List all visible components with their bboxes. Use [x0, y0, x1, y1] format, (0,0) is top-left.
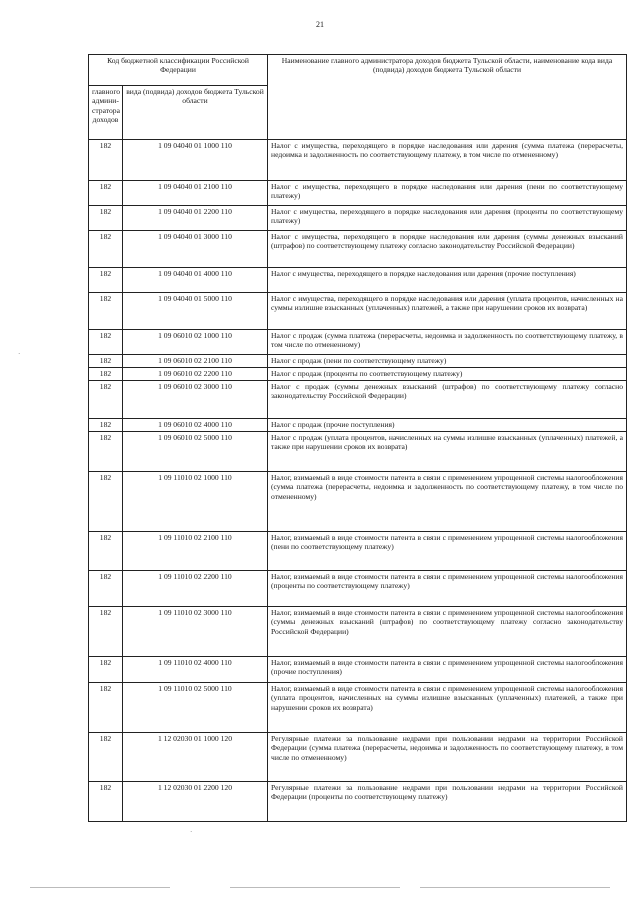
header-kind: вида (подвида) доходов бюджета Тульской области [123, 86, 268, 140]
income-code: 1 09 06010 02 1000 110 [123, 330, 268, 355]
admin-code: 182 [89, 231, 123, 268]
admin-code: 182 [89, 381, 123, 419]
income-code: 1 09 11010 02 3000 110 [123, 607, 268, 657]
table-row [89, 657, 627, 683]
income-name: Налог с продаж (уплата процентов, начисленных на суммы излишне взысканных (уплаченных) платежей, а также при нарушении сроков их возврата) [268, 432, 627, 472]
income-code: 1 09 06010 02 3000 110 [123, 381, 268, 419]
income-code: 1 09 04040 01 4000 110 [123, 268, 268, 293]
admin-code: 182 [89, 368, 123, 381]
admin-code: 182 [89, 733, 123, 782]
admin-code: 182 [89, 355, 123, 368]
scan-artifact-line [30, 887, 170, 888]
income-name: Налог с продаж (проценты по соответствующему платежу) [268, 368, 627, 381]
income-name: Налог с продаж (пени по соответствующему платежу) [268, 355, 627, 368]
table-row [89, 206, 627, 231]
table-row [89, 782, 627, 822]
page-number: 21 [316, 20, 324, 29]
table-row [89, 368, 627, 381]
admin-code: 182 [89, 683, 123, 733]
income-code: 1 09 04040 01 2200 110 [123, 206, 268, 231]
table-row [89, 419, 627, 432]
income-name: Налог с имущества, переходящего в порядке наследования или дарения (суммы денежных взысканий (штрафов) по соответствующему платежу согласно законодательству Российской Федерации) [268, 231, 627, 268]
table-row [89, 231, 627, 268]
income-code: 1 09 06010 02 5000 110 [123, 432, 268, 472]
income-name: Налог, взимаемый в виде стоимости патента в связи с применением упрощенной системы налогообложения (проценты по соответствующему платежу) [268, 571, 627, 607]
income-name: Налог с продаж (сумма платежа (перерасчеты, недоимка и задолженность по соответствующему платежу, в том числе по отмененному) [268, 330, 627, 355]
admin-code: 182 [89, 293, 123, 330]
budget-codes-table [88, 54, 627, 822]
admin-code: 182 [89, 330, 123, 355]
table-row [89, 607, 627, 657]
income-name: Налог, взимаемый в виде стоимости патента в связи с применением упрощенной системы налогообложения (пени по соответствующему платежу) [268, 532, 627, 571]
income-name: Налог с имущества, переходящего в порядке наследования или дарения (проценты по соответствующему платежу) [268, 206, 627, 231]
table-row [89, 381, 627, 419]
income-code: 1 09 11010 02 2200 110 [123, 571, 268, 607]
table-header [89, 55, 627, 140]
admin-code: 182 [89, 607, 123, 657]
income-code: 1 09 11010 02 2100 110 [123, 532, 268, 571]
header-code-group: Код бюджетной классификации Российской Федерации [89, 55, 268, 86]
income-name: Налог, взимаемый в виде стоимости патента в связи с применением упрощенной системы налогообложения (суммы денежных взысканий (штрафов) по соответствующему платежу согласно законодательству Российской Федерации) [268, 607, 627, 657]
table-row [89, 432, 627, 472]
income-code: 1 12 02030 01 2200 120 [123, 782, 268, 822]
header-name: Наименование главного администратора доходов бюджета Тульской области, наименование кода вида (подвида) доходов бюджета Тульской области [268, 55, 627, 140]
income-code: 1 09 04040 01 3000 110 [123, 231, 268, 268]
admin-code: 182 [89, 571, 123, 607]
table-row [89, 571, 627, 607]
income-code: 1 09 11010 02 1000 110 [123, 472, 268, 532]
income-name: Налог с имущества, переходящего в порядке наследования или дарения (сумма платежа (перерасчеты, недоимка и задолженность по соответствующему платежу, в том числе по отмененному) [268, 140, 627, 181]
income-code: 1 09 06010 02 2200 110 [123, 368, 268, 381]
admin-code: 182 [89, 206, 123, 231]
income-name: Налог, взимаемый в виде стоимости патента в связи с применением упрощенной системы налогообложения (уплата процентов, начисленных на суммы излишне взысканных (уплаченных) платежей, а также при нарушении сроков их возврата) [268, 683, 627, 733]
admin-code: 182 [89, 472, 123, 532]
admin-code: 182 [89, 782, 123, 822]
income-name: Налог, взимаемый в виде стоимости патента в связи с применением упрощенной системы налогообложения (прочие поступления) [268, 657, 627, 683]
income-name: Налог, взимаемый в виде стоимости патента в связи с применением упрощенной системы налогообложения (сумма платежа (перерасчеты, недоимка и задолженность по соответствующему платежу, в том числе по отмененному) [268, 472, 627, 532]
income-name: Регулярные платежи за пользование недрами при пользовании недрами на территории Российской Федерации (проценты по соответствующему платежу) [268, 782, 627, 822]
admin-code: 182 [89, 532, 123, 571]
income-code: 1 09 04040 01 2100 110 [123, 181, 268, 206]
margin-mark: · [18, 350, 21, 358]
table-row [89, 733, 627, 782]
admin-code: 182 [89, 268, 123, 293]
income-code: 1 09 04040 01 5000 110 [123, 293, 268, 330]
table-row [89, 268, 627, 293]
admin-code: 182 [89, 140, 123, 181]
table-row [89, 472, 627, 532]
income-name: Налог с имущества, переходящего в порядке наследования или дарения (уплата процентов, начисленных на суммы излишне взысканных (уплаченных) платежей, а также при нарушении сроков их возврата) [268, 293, 627, 330]
income-code: 1 09 04040 01 1000 110 [123, 140, 268, 181]
income-code: 1 09 06010 02 4000 110 [123, 419, 268, 432]
table-row [89, 532, 627, 571]
income-code: 1 09 06010 02 2100 110 [123, 355, 268, 368]
admin-code: 182 [89, 432, 123, 472]
income-name: Налог с продаж (прочие поступления) [268, 419, 627, 432]
income-name: Налог с имущества, переходящего в порядке наследования или дарения (прочие поступления) [268, 268, 627, 293]
scan-artifact-line [420, 887, 610, 888]
table-row [89, 330, 627, 355]
admin-code: 182 [89, 657, 123, 683]
income-name: Налог с имущества, переходящего в порядке наследования или дарения (пени по соответствующему платежу) [268, 181, 627, 206]
scan-artifact-line [230, 887, 400, 888]
table-row [89, 181, 627, 206]
income-code: 1 09 11010 02 5000 110 [123, 683, 268, 733]
table-row [89, 683, 627, 733]
income-name: Налог с продаж (суммы денежных взысканий (штрафов) по соответствующему платежу согласно законодательству Российской Федерации) [268, 381, 627, 419]
admin-code: 182 [89, 419, 123, 432]
income-name: Регулярные платежи за пользование недрами при пользовании недрами на территории Российской Федерации (сумма платежа (перерасчеты, недоимка и задолженность по соответствующему платежу, в том числе по отмененному) [268, 733, 627, 782]
admin-code: 182 [89, 181, 123, 206]
table-row [89, 140, 627, 181]
income-code: 1 09 11010 02 4000 110 [123, 657, 268, 683]
table-row [89, 293, 627, 330]
table-row [89, 355, 627, 368]
income-code: 1 12 02030 01 1000 120 [123, 733, 268, 782]
margin-mark: · [190, 828, 193, 836]
header-admin: главного админи-стратора доходов [89, 86, 123, 140]
